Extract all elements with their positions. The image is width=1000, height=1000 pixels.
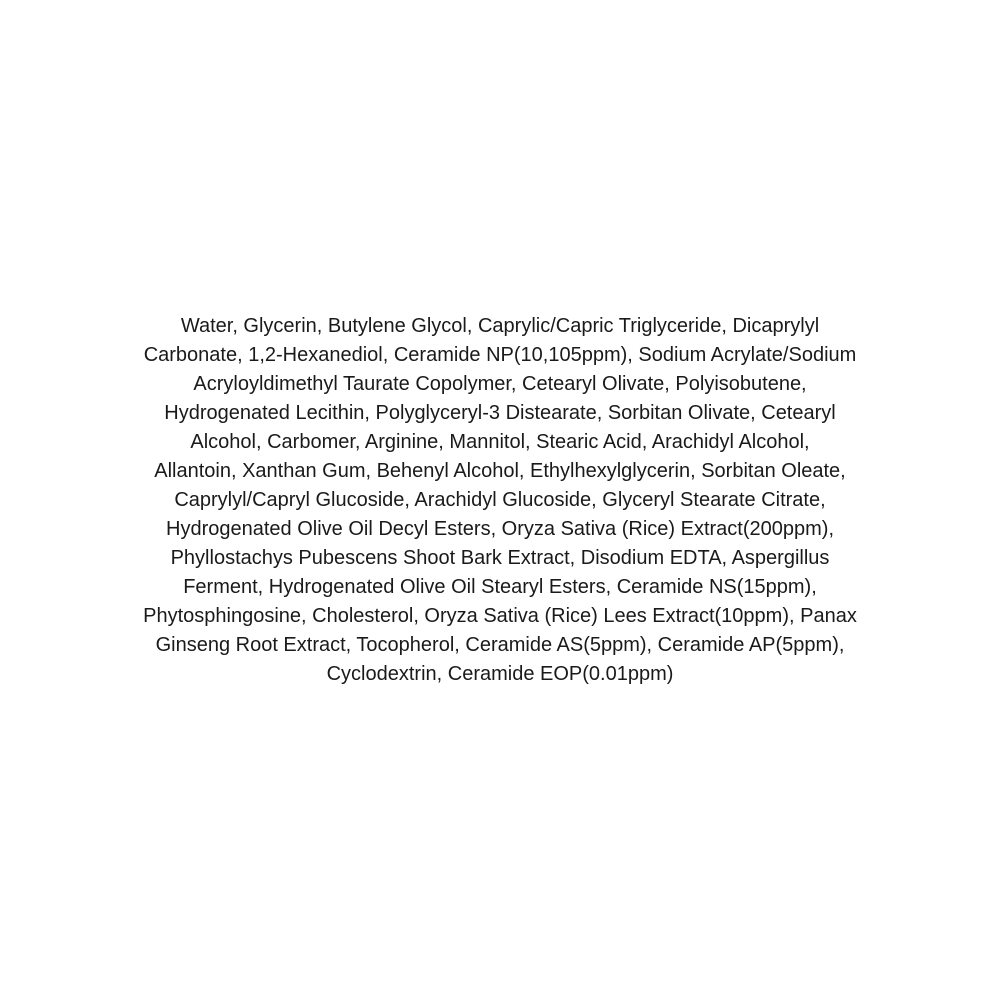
ingredients-line-4: Hydrogenated Lecithin, Polyglyceryl-3 Distearate, Sorbitan Olivate, Cetearyl	[164, 402, 836, 424]
ingredients-line-6: Allantoin, Xanthan Gum, Behenyl Alcohol, Ethylhexylglycerin, Sorbitan Oleate,	[154, 460, 846, 482]
ingredients-line-1: Water, Glycerin, Butylene Glycol, Caprylic/Capric Triglyceride, Dicaprylyl	[180, 315, 820, 337]
ingredients-line-12: Ginseng Root Extract, Tocopherol, Ceramide AS(5ppm), Ceramide AP(5ppm),	[155, 634, 845, 656]
ingredients-line-8: Hydrogenated Olive Oil Decyl Esters, Oryza Sativa (Rice) Extract(200ppm),	[166, 518, 834, 540]
ingredients-line-13: Cyclodextrin, Ceramide EOP(0.01ppm)	[326, 663, 674, 685]
ingredients-line-5: Alcohol, Carbomer, Arginine, Mannitol, Stearic Acid, Arachidyl Alcohol,	[190, 431, 810, 453]
ingredients-line-11: Phytosphingosine, Cholesterol, Oryza Sativa (Rice) Lees Extract(10ppm), Panax	[143, 605, 857, 627]
ingredients-line-7: Caprylyl/Capryl Glucoside, Arachidyl Glucoside, Glyceryl Stearate Citrate,	[174, 489, 826, 511]
ingredients-line-3: Acryloyldimethyl Taurate Copolymer, Cetearyl Olivate, Polyisobutene,	[193, 373, 807, 395]
ingredients-line-10: Ferment, Hydrogenated Olive Oil Stearyl Esters, Ceramide NS(15ppm),	[183, 576, 817, 598]
ingredients-line-2: Carbonate, 1,2-Hexanediol, Ceramide NP(10,105ppm), Sodium Acrylate/Sodium	[143, 344, 857, 366]
ingredients-list	[0, 312, 1000, 689]
ingredients-line-9: Phyllostachys Pubescens Shoot Bark Extract, Disodium EDTA, Aspergillus	[170, 547, 830, 569]
